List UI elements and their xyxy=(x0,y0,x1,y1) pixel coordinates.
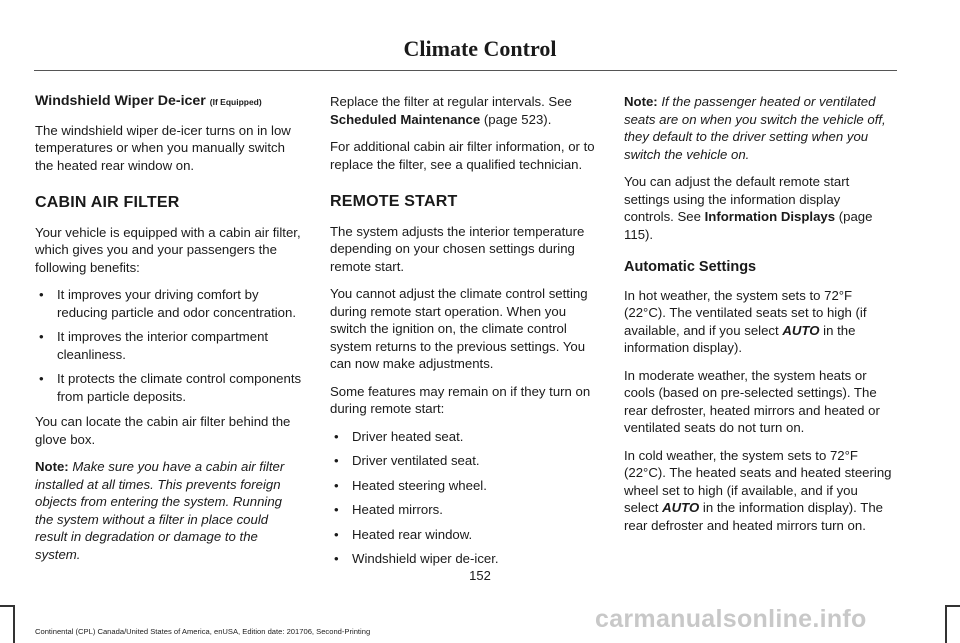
remote-start-heading: REMOTE START xyxy=(330,193,458,210)
additional-info-text: For additional cabin air filter information, or to replace the filter, see a qualified technician. xyxy=(330,139,595,172)
page-number: 152 xyxy=(469,568,491,583)
list-item: • It improves your driving comfort by reducing particle and odor concentration. xyxy=(35,286,303,321)
hot-text: In hot weather, the system sets to 72°F (22°C). The ventilated seats set to high (if available, and if you select xyxy=(624,287,867,338)
replace-text: Replace the filter at regular intervals. See xyxy=(330,94,572,109)
list-item: • Windshield wiper de-icer. xyxy=(330,550,598,568)
passenger-seat-note xyxy=(624,93,892,163)
information-displays-link[interactable]: Information Displays xyxy=(704,209,836,224)
header-divider xyxy=(34,70,897,71)
edition-footer: Continental (CPL) Canada/United States of America, enUSA, Edition date: 201706, Second-Printing xyxy=(35,627,371,636)
hot-weather-text xyxy=(624,287,892,357)
column-3 xyxy=(624,93,892,544)
auto-label: AUTO xyxy=(782,322,820,338)
scheduled-maintenance-link[interactable]: Scheduled Maintenance xyxy=(330,111,481,127)
auto-label: AUTO xyxy=(662,500,700,515)
if-equipped-tag: (If Equipped) xyxy=(209,97,262,107)
list-item: • Driver heated seat. xyxy=(330,428,598,446)
wiper-deicer-heading-text: Windshield Wiper De-icer xyxy=(35,93,206,109)
cabin-filter-intro: Your vehicle is equipped with a cabin air filter, which gives you and your passengers the following benefits: xyxy=(35,224,301,275)
features-list xyxy=(330,428,598,568)
note-label: Note: xyxy=(624,94,658,109)
list-item: • It improves the interior compartment cleanliness. xyxy=(35,328,303,363)
cabin-air-filter-heading: CABIN AIR FILTER xyxy=(35,194,180,211)
list-item: • Driver ventilated seat. xyxy=(330,452,598,470)
wiper-deicer-heading xyxy=(35,93,303,112)
filter-location-text: You can locate the cabin air filter behind the glove box. xyxy=(35,414,291,447)
moderate-weather-text: In moderate weather, the system heats or cools (based on pre-selected settings). The rear defroster, heated mirrors and heated or ventilated seats do not turn on. xyxy=(624,367,880,435)
benefits-list xyxy=(35,286,303,405)
page-title: Climate Control xyxy=(403,36,557,61)
remote-start-p3: Some features may remain on if they turn on during remote start: xyxy=(330,383,591,416)
adjust-settings-text xyxy=(624,173,892,243)
wiper-deicer-text: The windshield wiper de-icer turns on in low temperatures or when you manually switch the heated rear window on. xyxy=(35,122,291,173)
replace-filter-text xyxy=(330,93,598,128)
list-item: • It protects the climate control components from particle deposits. xyxy=(35,370,303,405)
crop-mark xyxy=(0,605,14,607)
column-2 xyxy=(330,93,598,576)
crop-mark xyxy=(13,605,15,643)
remote-start-p2: You cannot adjust the climate control setting during remote start operation. When you switch the ignition on, the climate control system returns to the previous settings. You can now make adjustments. xyxy=(330,286,588,371)
note-label: Note: xyxy=(35,459,69,474)
list-item: • Heated mirrors. xyxy=(330,501,598,519)
replace-page-ref: (page 523). xyxy=(483,111,552,127)
crop-mark xyxy=(946,605,960,607)
cold-text: In cold weather, the system sets to 72°F (22°C). The heated seats and heated steering wheel set to high (if available, and if you select xyxy=(624,447,892,515)
crop-mark xyxy=(945,605,947,643)
cold-text-end: in the information display). The rear defroster and heated mirrors turn on. xyxy=(624,500,884,533)
note-text: Make sure you have a cabin air filter installed at all times. This prevents foreign objects from entering the system. Running the system without a filter in place could result in degradation or damage to the system. xyxy=(35,459,285,562)
adjust-text: You can adjust the default remote start settings using the information display controls. See xyxy=(624,174,850,224)
list-item: • Heated steering wheel. xyxy=(330,477,598,495)
filter-note xyxy=(35,458,303,563)
list-item: • Heated rear window. xyxy=(330,526,598,544)
watermark: carmanualsonline.info xyxy=(595,605,867,633)
cold-weather-text xyxy=(624,447,892,535)
automatic-settings-heading: Automatic Settings xyxy=(624,259,757,275)
column-1 xyxy=(35,93,303,573)
remote-start-p1: The system adjusts the interior temperature depending on your chosen settings during remote start. xyxy=(330,223,585,274)
adjust-page-ref: (page 115). xyxy=(624,209,873,242)
hot-text-end: in the information display). xyxy=(624,322,856,355)
note-text: If the passenger heated or ventilated seats are on when you switch the vehicle off, they default to the driver setting when you switch the vehicle on. xyxy=(624,94,886,162)
